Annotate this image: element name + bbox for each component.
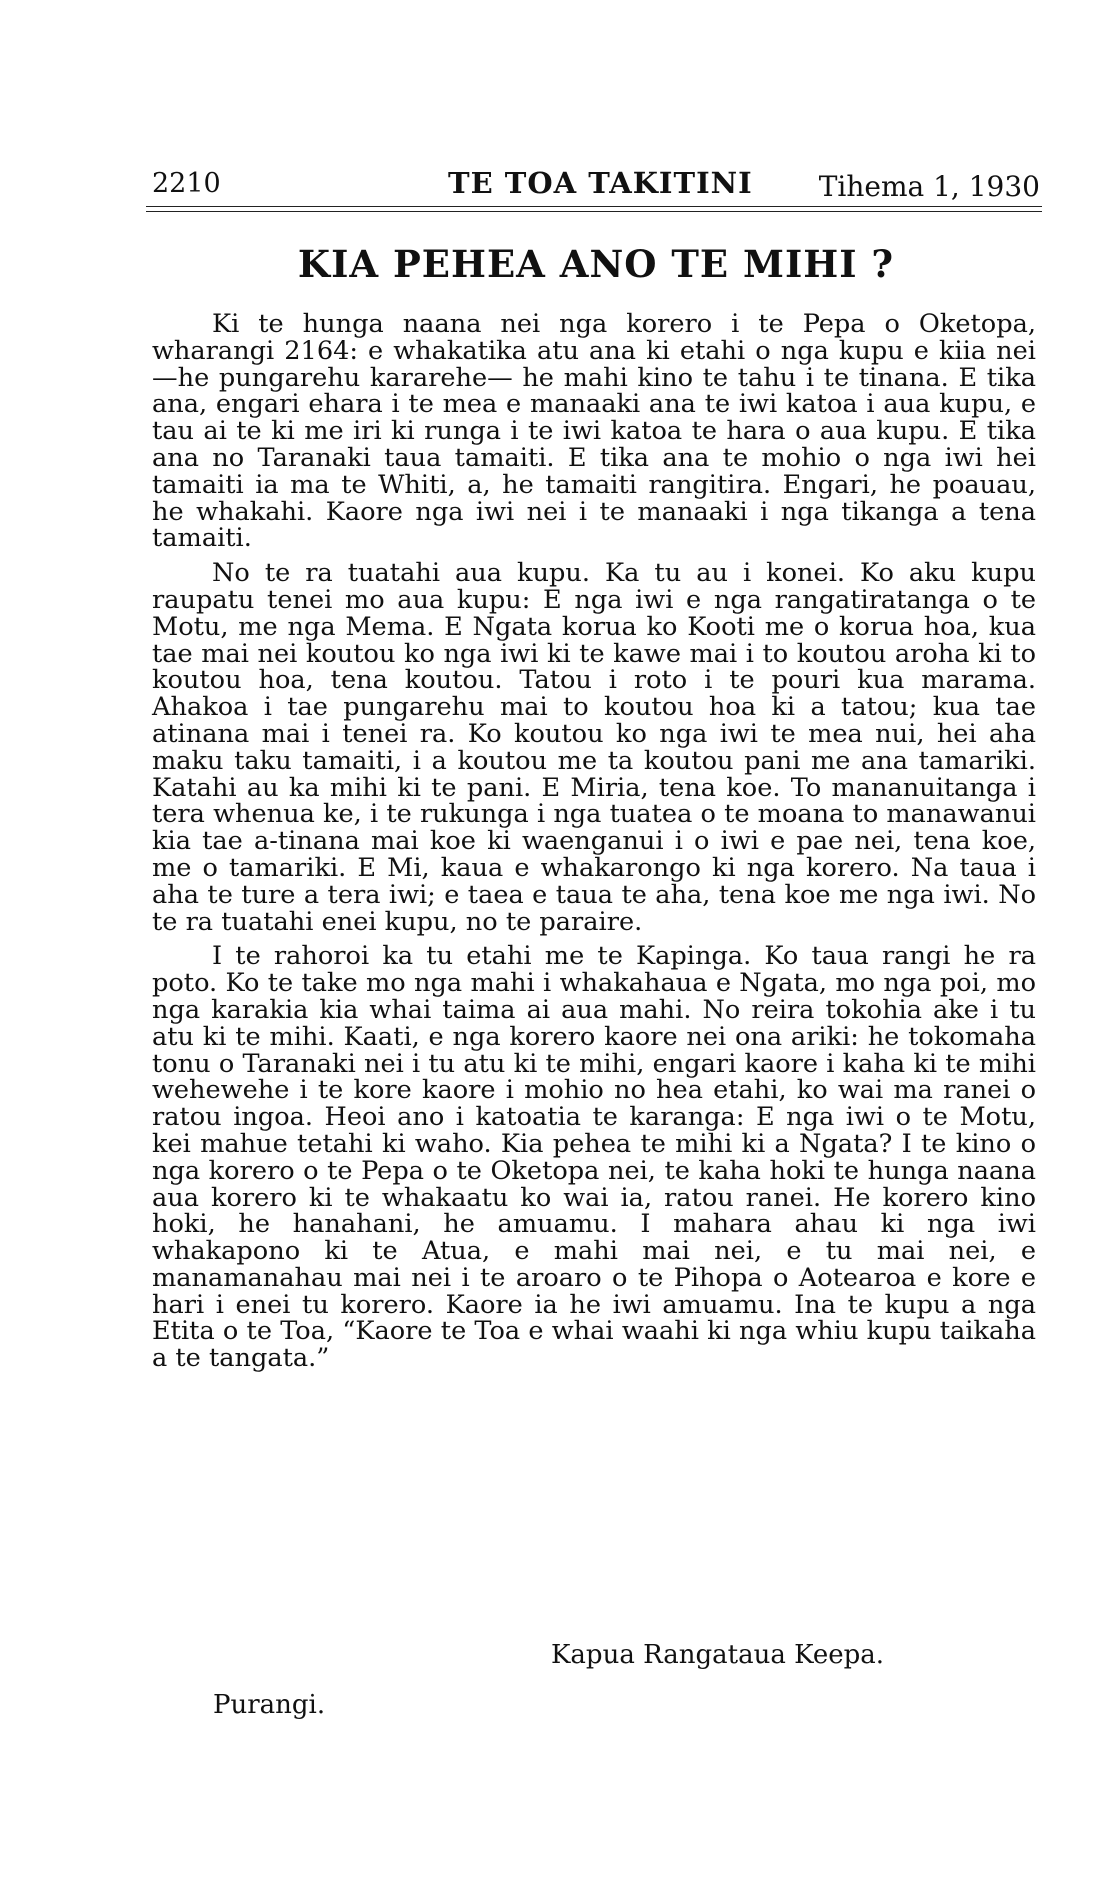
author-place: Purangi. bbox=[213, 1690, 326, 1720]
issue-date: Tihema 1, 1930 bbox=[818, 170, 1040, 203]
header-rule bbox=[146, 206, 1042, 207]
header-rule-double bbox=[146, 211, 1042, 212]
paragraph: I te rahoroi ka tu etahi me te Kapinga. Ko taua rangi he ra poto. Ko te take mo nga mahi i whakahaua e Ngata, mo nga poi, mo nga karakia kia whai taima ai aua mahi. No reira tokohia ake i tu atu ki te mihi. Kaati, e nga korero kaore nei ona ariki: he tokomaha tonu o Taranaki nei i tu atu ki te mihi, engari kaore i kaha ki te mihi wehewehe i te kore kaore i mohio no hea etahi, ko wai ma ranei o ratou ingoa. Heoi ano i katoatia te karanga: E nga iwi o te Motu, kei mahue tetahi ki waho. Kia pehea te mihi ki a Ngata? I te kino o nga korero o te Pepa o te Oketopa nei, te kaha hoki te hunga naana aua korero ki te whakaatu ko wai ia, ratou ranei. He korero kino hoki, he hanahani, he amuamu. I mahara ahau ki nga iwi whakapono ki te Atua, e mahi mai nei, e tu mai nei, e manamanahau mai nei i te aroaro o te Pihopa o Aotearoa e kore e hari i enei tu korero. Kaore ia he iwi amuamu. Ina te kupu a nga Etita o te Toa, “Kaore te Toa e whai waahi ki nga whiu kupu taikaha a te tangata.” bbox=[152, 941, 1036, 1374]
author-signature: Kapua Rangataua Keepa. bbox=[551, 1640, 885, 1670]
paragraph: No te ra tuatahi aua kupu. Ka tu au i konei. Ko aku kupu raupatu tenei mo aua kupu: E nga iwi e nga rangatiratanga o te Motu, me nga Mema. E Ngata korua ko Kooti me o korua hoa, kua tae mai nei koutou ko nga iwi ki te kawe mai i to koutou aroha ki to koutou hoa, tena koutou. Tatou i roto i te pouri kua marama. Ahakoa i tae pungarehu mai to koutou hoa ki a tatou; kua tae atinana mai i tenei ra. Ko koutou ko nga iwi te mea nui, hei aha maku taku tamaiti, i a koutou me ta koutou pani me ana tamariki. Katahi au ka mihi ki te pani. E Miria, tena koe. To mananuitanga i tera whenua ke, i te rukunga i nga tuatea o te moana to manawanui kia tae a-tinana mai koe ki waenganui i o iwi e pae nei, tena koe, me o tamariki. E Mi, kaua e whakarongo ki nga korero. Na taua i aha te ture a tera iwi; e taea e taua te aha, tena koe me nga iwi. No te ra tuatahi enei kupu, no te paraire. bbox=[152, 558, 1036, 937]
running-header bbox=[152, 162, 1040, 206]
paragraph: Ki te hunga naana nei nga korero i te Pepa o Oketopa, wharangi 2164: e whakatika atu ana ki etahi o nga kupu e kiia nei—he pungarehu kararehe— he mahi kino te tahu i te tinana. E tika ana, engari ehara i te mea e manaaki ana te iwi katoa i aua kupu, e tau ai te ki me iri ki runga i te iwi katoa te hara o aua kupu. E tika ana no Taranaki taua tamaiti. E tika ana te mohio o nga iwi hei tamaiti ia ma te Whiti, a, he tamaiti rangitira. Engari, he poauau, he whakahi. Kaore nga iwi nei i te manaaki i nga tikanga a tena tamaiti. bbox=[152, 309, 1036, 554]
journal-title: TE TOA TAKITINI bbox=[448, 166, 753, 200]
article-title: KIA PEHEA ANO TE MIHI ? bbox=[297, 242, 895, 286]
article-body bbox=[152, 311, 1036, 1380]
page-number: 2210 bbox=[152, 168, 221, 199]
